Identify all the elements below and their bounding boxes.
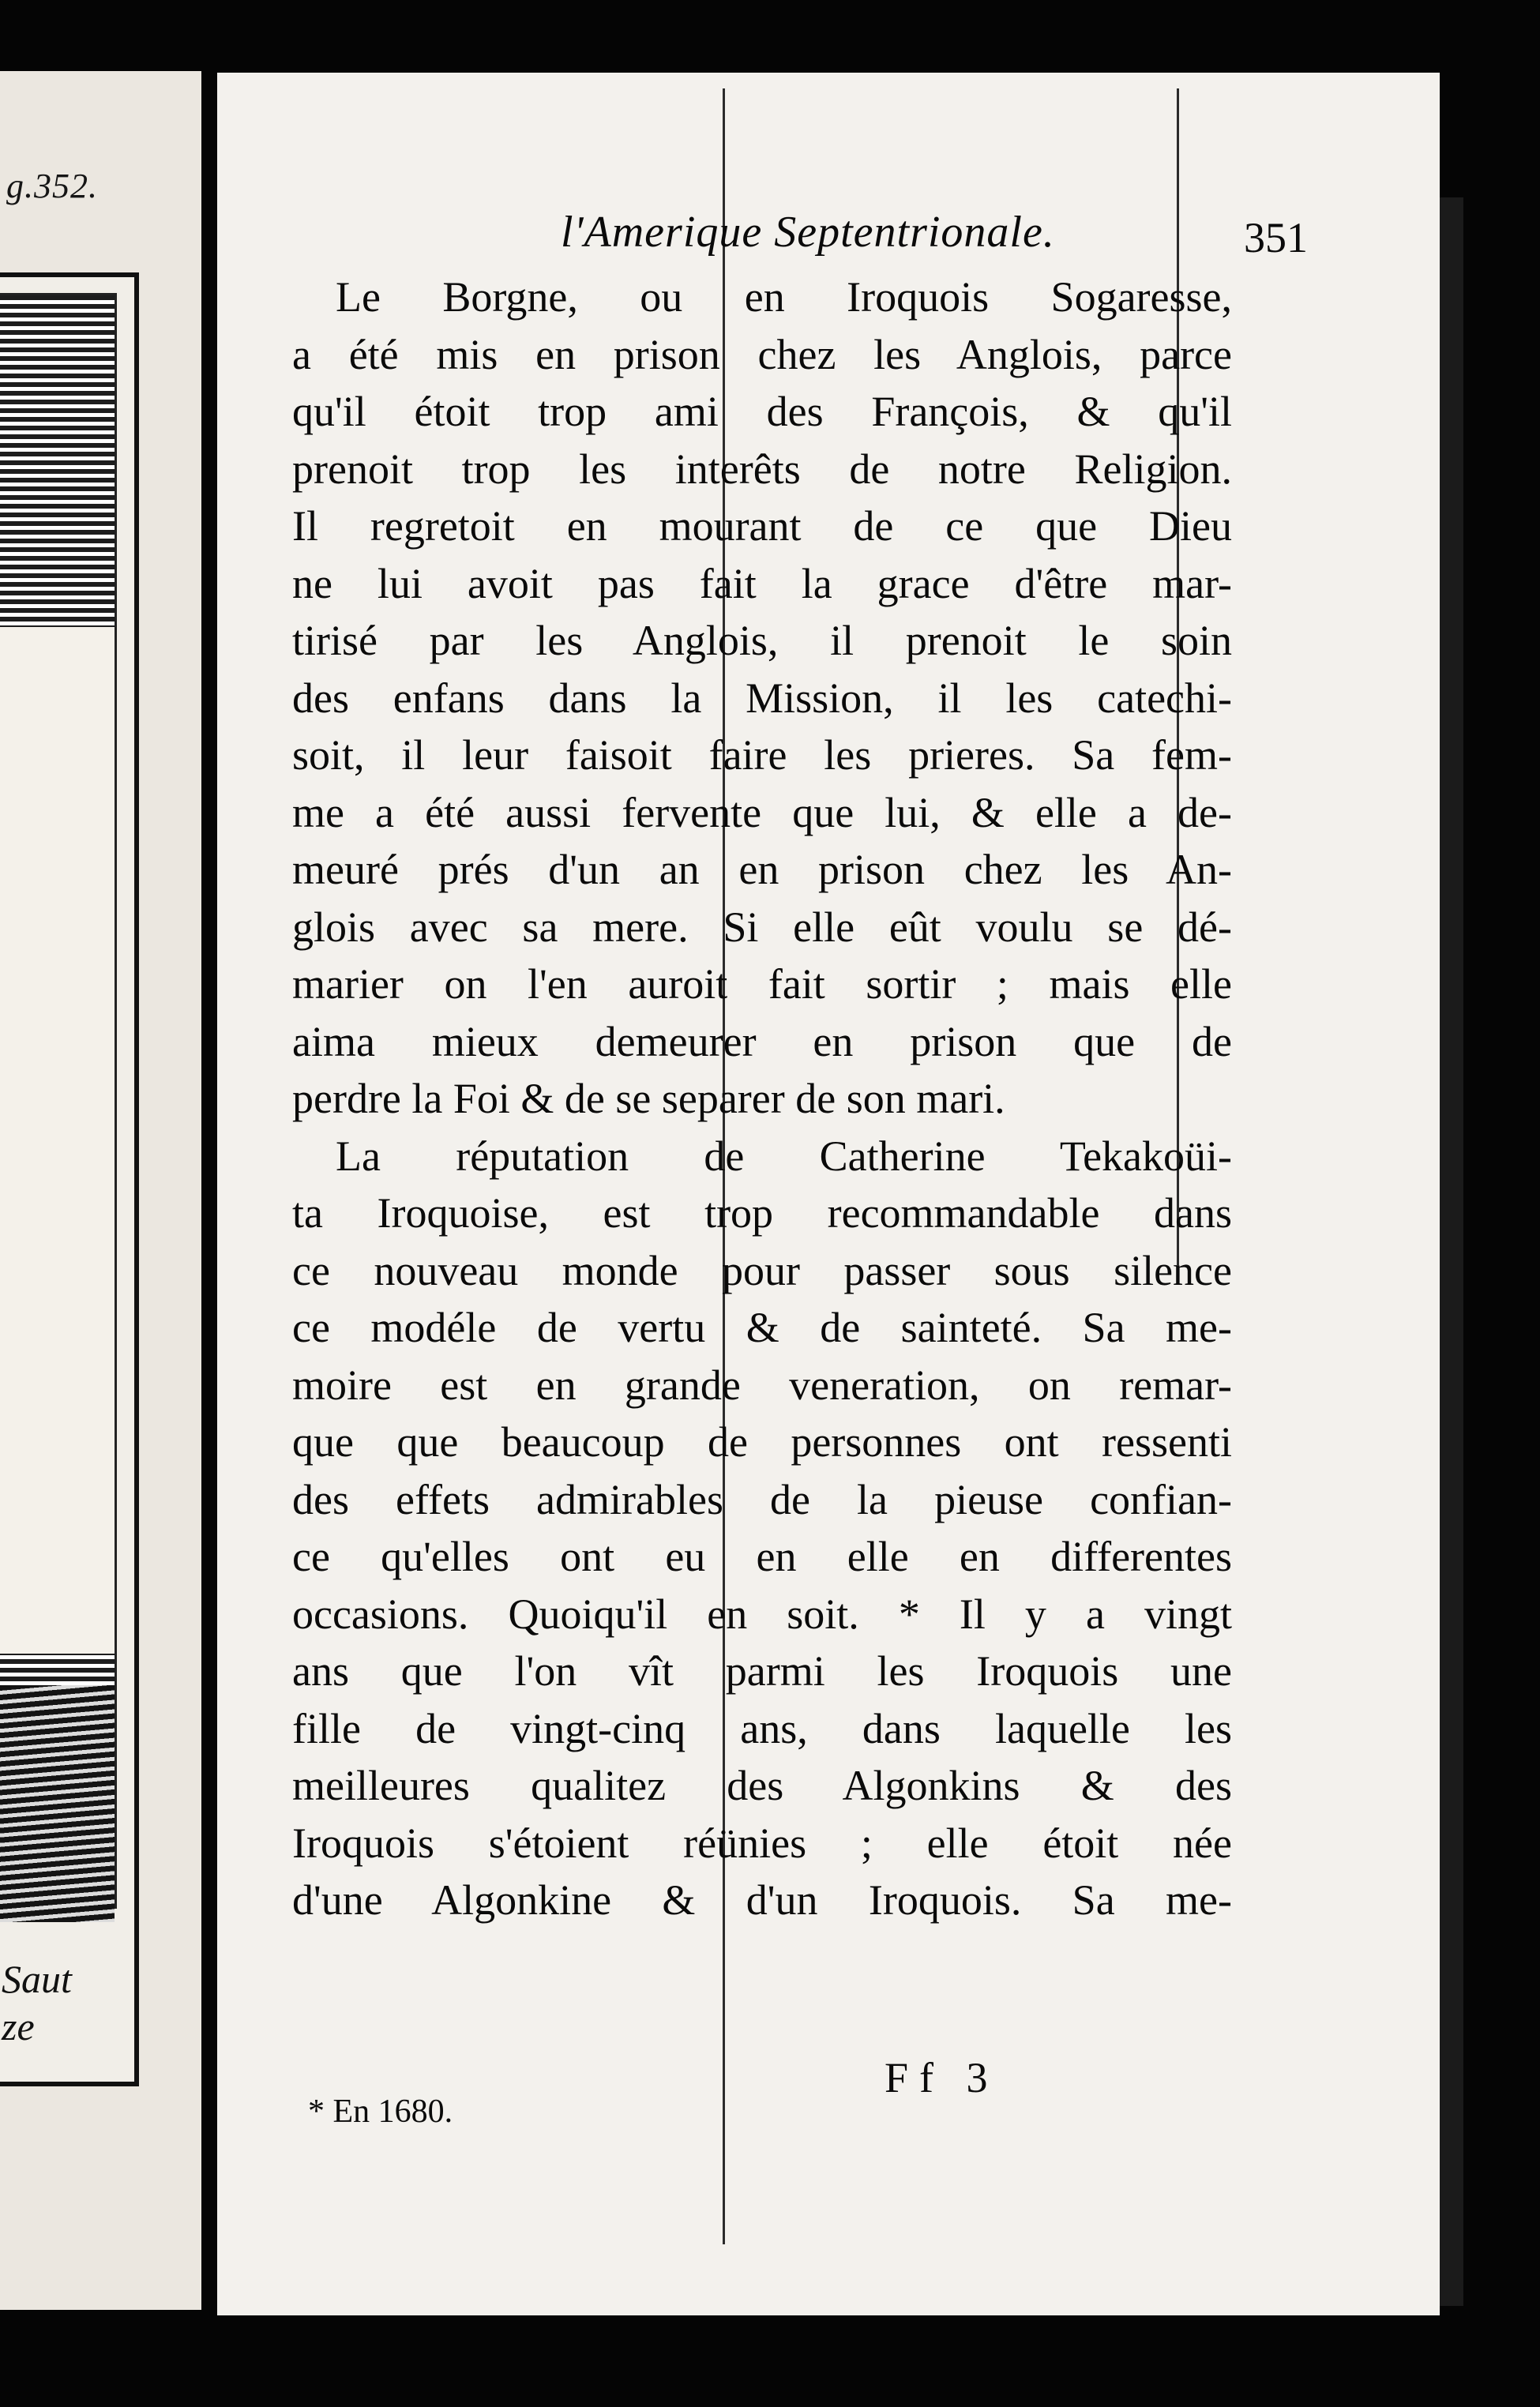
text-line: qu'il étoit trop ami des François, & qu'il [292,388,1232,435]
plate-water [0,1685,115,1922]
text-line: ne lui avoit pas fait la grace d'être mar- [292,559,1232,607]
paragraph-1 [292,268,1437,1128]
text-line: moire est en grande veneration, on remar- [292,1361,1232,1409]
text-line: que que beaucoup de personnes ont ressenti [292,1418,1232,1466]
text-line: aima mieux demeurer en prison que de [292,1017,1232,1065]
text-line: Iroquois s'étoient réünies ; elle étoit née [292,1819,1232,1867]
text-line: ce qu'elles ont eu en elle en differentes [292,1533,1232,1580]
page-text [292,207,1437,1929]
text-line: glois avec sa mere. Si elle eût voulu se dé- [292,903,1232,951]
text-line: ce modéle de vertu & de sainteté. Sa me- [292,1304,1232,1351]
text-line: marier on l'en auroit fait sortir ; mais elle [292,960,1232,1008]
text-line: prenoit trop les interêts de notre Religion. [292,445,1232,493]
text-line: des effets admirables de la pieuse confian- [292,1475,1232,1523]
text-line: La réputation de Catherine Tekakoüi- [336,1132,1232,1180]
text-line: tirisé par les Anglois, il prenoit le soin [292,617,1232,664]
text-line: perdre la Foi & de se separer de son mari. [292,1075,1005,1122]
plate-caption-line-2: ze [2,2004,35,2048]
running-title: l'Amerique Septentrionale. [561,208,1055,257]
plate-engraving [0,293,117,1909]
right-page [217,73,1440,2315]
left-page [0,71,201,2310]
text-line: meuré prés d'un an en prison chez les An- [292,846,1232,893]
left-page-folio: g.352. [6,167,98,205]
text-line: ans que l'on vît parmi les Iroquois une [292,1647,1232,1695]
text-line: soit, il leur faisoit faire les prieres. Sa fem- [292,731,1232,779]
signature-mark: Ff 3 [885,2054,999,2101]
text-line: d'une Algonkine & d'un Iroquois. Sa me- [292,1876,1232,1924]
text-line: Le Borgne, ou en Iroquois Sogaresse, [336,273,1232,321]
plate-caption-line-1: Saut [2,1957,72,2001]
text-line: a été mis en prison chez les Anglois, parce [292,330,1232,378]
text-line: me a été aussi fervente que lui, & elle a de- [292,788,1232,836]
engraved-plate [0,272,139,2086]
text-line: ce nouveau monde pour passer sous silence [292,1246,1232,1294]
text-line: des enfans dans la Mission, il les catechi- [292,674,1232,722]
text-line: occasions. Quoiqu'il en soit. * Il y a vingt [292,1590,1232,1638]
paragraph-2 [292,1128,1437,1929]
running-head [292,207,1437,268]
text-line: ta Iroquoise, est trop recommandable dans [292,1189,1232,1237]
plate-sky [0,627,115,1654]
plate-caption [2,1955,72,2050]
page-number: 351 [1244,214,1308,261]
text-line: Il regretoit en mourant de ce que Dieu [292,502,1232,550]
footnote: * En 1680. [308,2093,453,2130]
page-edge-shadow [1440,197,1463,2306]
text-line: fille de vingt-cinq ans, dans laquelle les [292,1704,1232,1752]
text-line: meilleures qualitez des Algonkins & des [292,1762,1232,1809]
